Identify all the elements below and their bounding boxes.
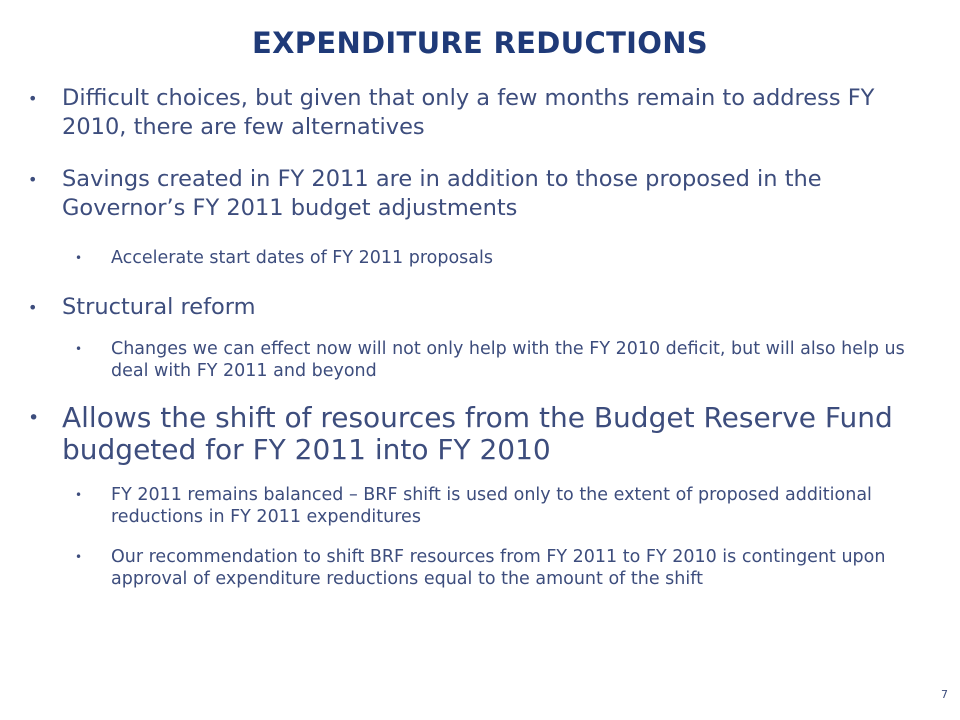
bullet-text: Structural reform — [62, 294, 256, 320]
page-number: 7 — [941, 688, 948, 701]
sub-bullet-text: Our recommendation to shift BRF resources from FY 2011 to FY 2010 is contingent upon approval of expenditure reductions equal to the amount of the shift — [111, 547, 886, 589]
bullet-icon: • — [28, 170, 38, 189]
slide-title: EXPENDITURE REDUCTIONS — [252, 26, 708, 60]
bullet-text: Difficult choices, but given that only a few months remain to address FY 2010, there are few alternatives — [62, 85, 875, 140]
bullet-icon: • — [75, 342, 83, 356]
bullet-item — [28, 293, 940, 322]
bullet-icon: • — [75, 550, 83, 564]
sub-bullet-text: Changes we can effect now will not only help with the FY 2010 deficit, but will also help us deal with FY 2011 and beyond — [111, 339, 905, 381]
bullet-icon: • — [75, 488, 83, 502]
bullet-icon: • — [28, 407, 40, 429]
sub-bullet-text: FY 2011 remains balanced – BRF shift is used only to the extent of proposed additional reductions in FY 2011 expenditures — [111, 485, 872, 527]
sub-bullet-text: Accelerate start dates of FY 2011 proposals — [111, 248, 493, 268]
bullet-icon: • — [28, 89, 38, 108]
sub-bullet-item — [28, 247, 940, 269]
bullet-text: Allows the shift of resources from the Budget Reserve Fund budgeted for FY 2011 into FY 2010 — [62, 401, 893, 466]
bullet-text: Savings created in FY 2011 are in addition to those proposed in the Governor’s FY 2011 budget adjustments — [62, 166, 822, 221]
sub-bullet-item — [28, 338, 940, 382]
bullet-item — [28, 165, 940, 223]
sub-bullet-item — [28, 546, 940, 590]
bullet-icon: • — [75, 251, 83, 265]
bullet-item — [28, 402, 940, 466]
bullet-list — [28, 84, 940, 590]
bullet-item — [28, 84, 940, 142]
sub-bullet-item — [28, 484, 940, 528]
bullet-icon: • — [28, 298, 38, 317]
